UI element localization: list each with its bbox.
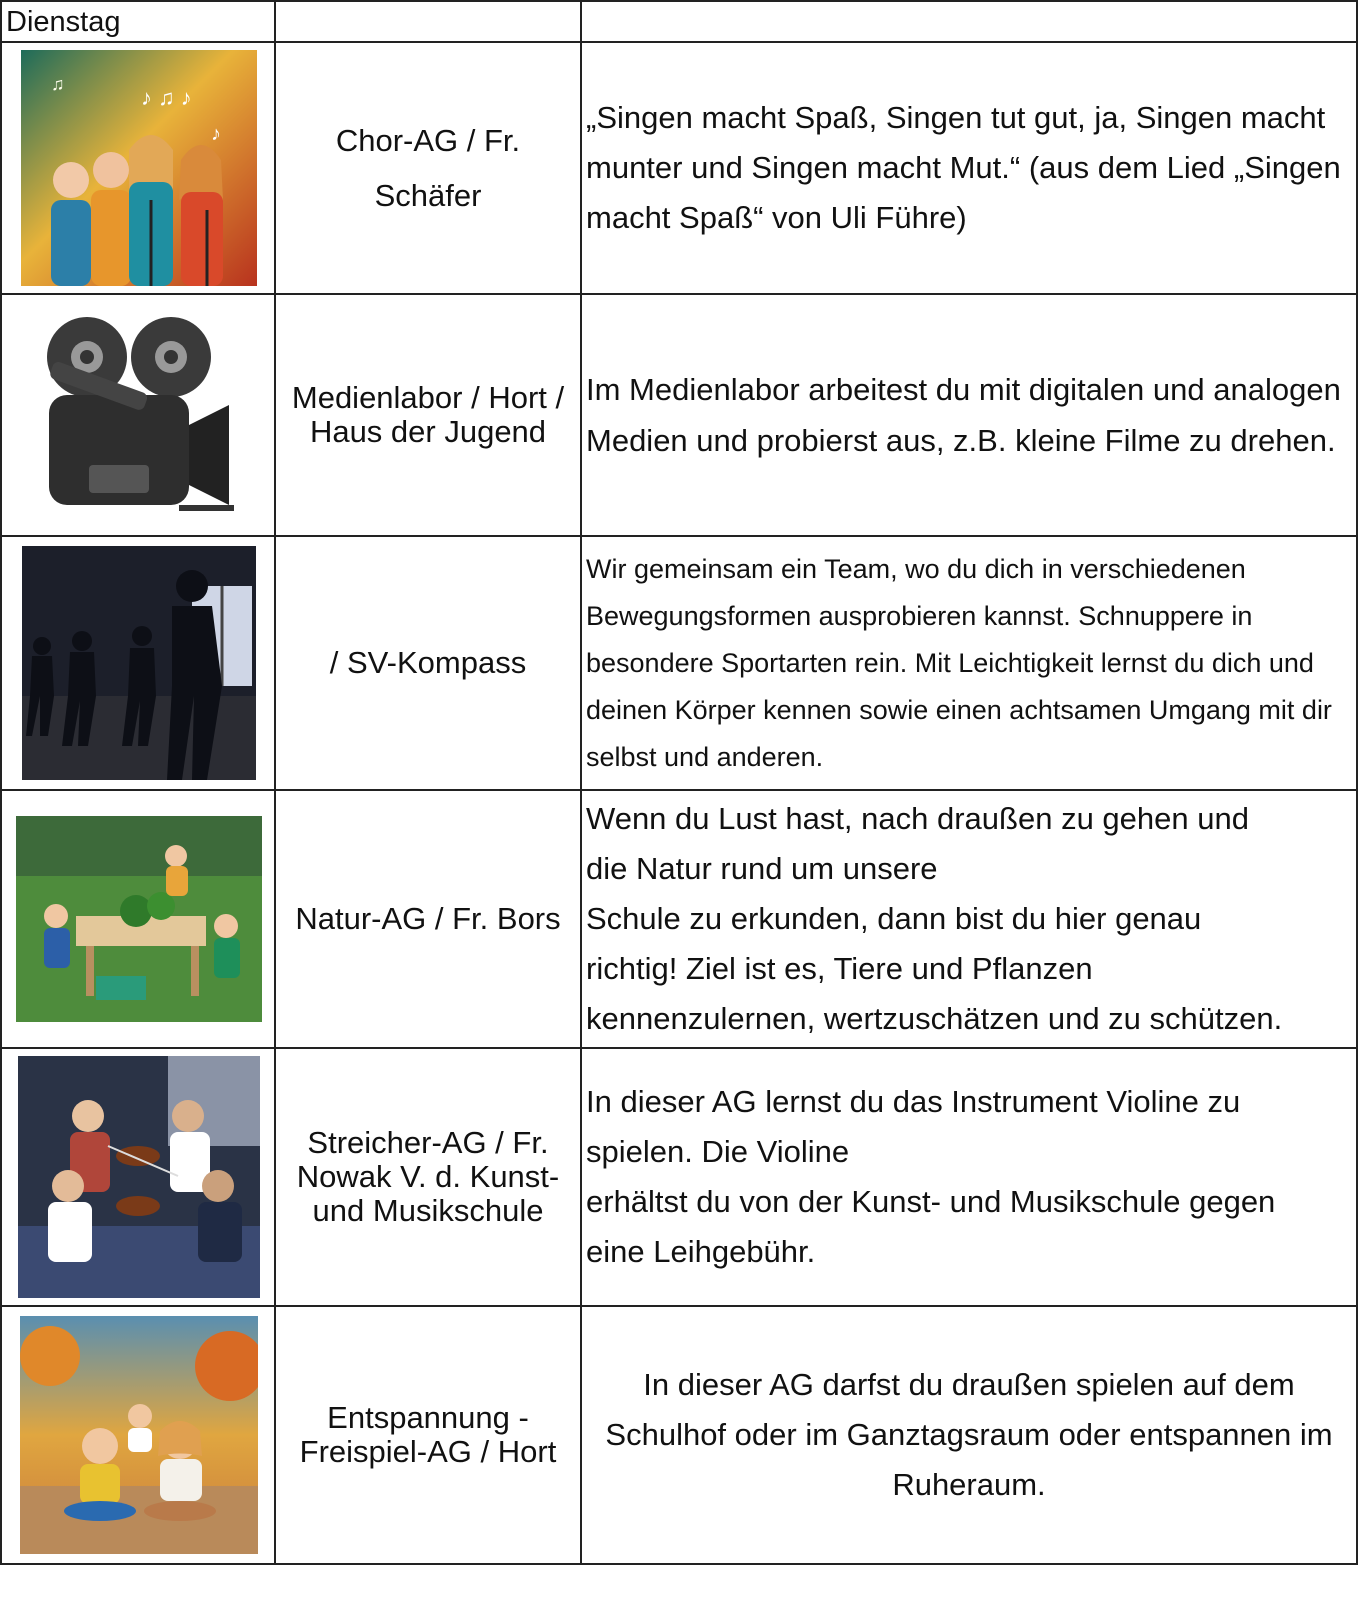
description-line: erhältst du von der Kunst- und Musikschule gegen	[586, 1184, 1276, 1219]
description-line: kennenzulernen, wertzuschätzen und zu schützen.	[586, 1001, 1283, 1036]
name-cell	[275, 1306, 581, 1564]
svg-text:♪ ♫ ♪: ♪ ♫ ♪	[141, 85, 192, 110]
name-cell	[275, 1048, 581, 1306]
ag-description: „Singen macht Spaß, Singen tut gut, ja, Singen macht munter und Singen macht Mut.“ (aus dem Lied „Singen macht Spaß“ von Uli Führe)	[586, 100, 1341, 235]
description-cell	[581, 1048, 1357, 1306]
image-cell	[1, 1048, 275, 1306]
header-empty-cell	[581, 1, 1357, 42]
day-cell	[1, 1, 275, 42]
name-cell	[275, 42, 581, 294]
image-cell	[1, 536, 275, 790]
movie-camera-icon	[29, 305, 249, 525]
ag-name: Natur-AG / Fr. Bors	[295, 901, 561, 936]
ag-description: Im Medienlabor arbeitest du mit digitalen und analogen Medien und probierst aus, z.B. kleine Filme zu drehen.	[586, 372, 1341, 458]
description-line: Schule zu erkunden, dann bist du hier genau	[586, 901, 1202, 936]
image-cell	[1, 294, 275, 536]
description-cell	[581, 790, 1357, 1048]
description-cell	[581, 294, 1357, 536]
table-row	[1, 294, 1357, 536]
description-line: Wenn du Lust hast, nach draußen zu gehen und	[586, 801, 1249, 836]
name-cell	[275, 536, 581, 790]
ag-description	[582, 1077, 1356, 1277]
name-cell	[275, 790, 581, 1048]
description-line: In dieser AG lernst du das Instrument Violine zu	[586, 1084, 1241, 1119]
violin-children-icon	[18, 1056, 260, 1298]
table-row	[1, 1048, 1357, 1306]
svg-text:♫: ♫	[51, 74, 65, 94]
description-cell	[581, 42, 1357, 294]
ag-name: Medienlabor / Hort / Haus der Jugend	[291, 380, 565, 449]
header-empty-cell	[275, 1, 581, 42]
nature-children-icon	[16, 816, 262, 1022]
image-cell	[1, 790, 275, 1048]
description-line: die Natur rund um unsere	[586, 851, 938, 886]
table-row	[1, 536, 1357, 790]
playing-children-icon	[20, 1316, 258, 1554]
name-cell	[275, 294, 581, 536]
description-line: eine Leihgebühr.	[586, 1234, 816, 1269]
ag-name: / SV-Kompass	[329, 645, 527, 680]
ag-description: In dieser AG darfst du draußen spielen auf dem Schulhof oder im Ganztagsraum oder entspannen im Ruheraum.	[605, 1367, 1333, 1502]
ag-name: Streicher-AG / Fr. Nowak V. d. Kunst- und Musikschule	[296, 1125, 560, 1228]
table-row	[1, 790, 1357, 1048]
description-line: richtig! Ziel ist es, Tiere und Pflanzen	[586, 951, 1093, 986]
day-label: Dienstag	[6, 5, 121, 38]
ag-name: Entspannung - Freispiel-AG / Hort	[299, 1400, 557, 1469]
ag-description	[582, 794, 1356, 1044]
image-cell	[1, 42, 275, 294]
choir-children-icon	[21, 50, 257, 286]
ag-name: Chor-AG / Fr. Schäfer	[335, 123, 521, 213]
svg-text:♪: ♪	[211, 123, 221, 145]
table-header-row	[1, 1, 1357, 42]
description-cell	[581, 1306, 1357, 1564]
ag-description: Wir gemeinsam ein Team, wo du dich in verschiedenen Bewegungsformen ausprobieren kannst. Schnuppere in besondere Sportarten rein. Mit Leichtigkeit lernst du dich und deinen Körper kennen sowie einen achtsamen Umgang mit dir selbst und anderen.	[586, 553, 1332, 772]
image-cell	[1, 1306, 275, 1564]
table-row	[1, 1306, 1357, 1564]
dancing-children-icon	[22, 546, 256, 780]
table-row	[1, 42, 1357, 294]
description-line: spielen. Die Violine	[586, 1134, 850, 1169]
description-cell	[581, 536, 1357, 790]
